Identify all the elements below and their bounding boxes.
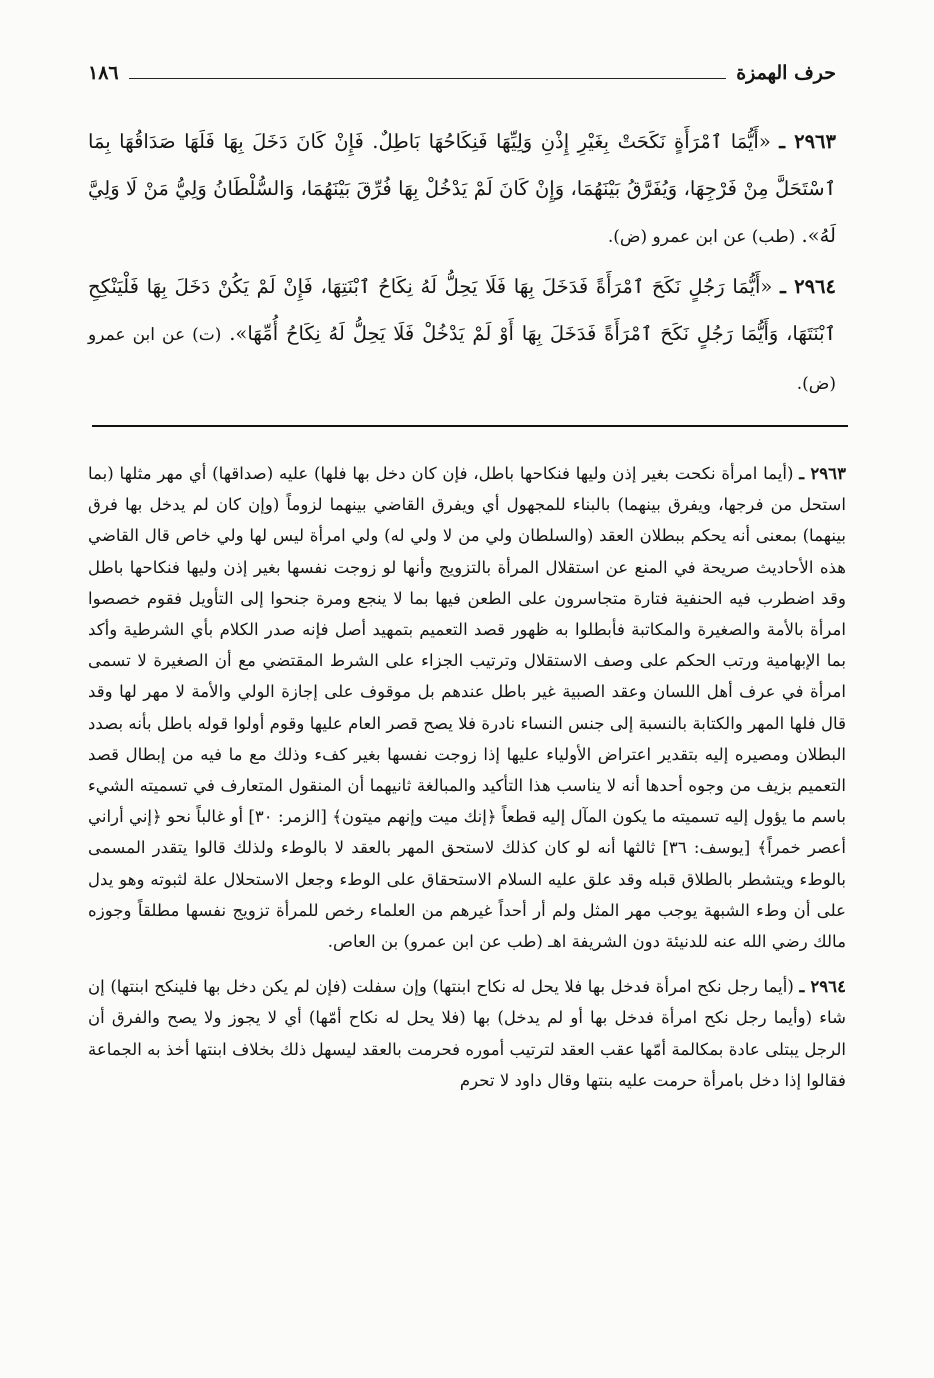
hadith-number: ٢٩٦٣ ـ xyxy=(779,130,836,153)
page-header xyxy=(88,56,836,90)
page-number: ١٨٦ xyxy=(88,62,119,84)
commentary-number: ٢٩٦٤ ـ xyxy=(799,976,846,997)
commentary-number: ٢٩٦٣ ـ xyxy=(799,463,846,483)
commentary-text: (أيما امرأة نكحت بغير إذن وليها فنكاحها باطل، فإن كان دخل بها فلها) عليه (صداقها) أي مهر مثلها (بما استحل من فرجها، ويفرق بينهما) بالبناء للمجهول أي ويفرق القاضي بينهما لزوماً (وإن كان لم يدخل بها فرق بينهما) بمعنى أنه يحكم ببطلان العقد (والسلطان ولي من لا ولي له) ولي امرأة ليس لها ولي خاص قال القاضي هذه الأحاديث صريحة في المنع عن استقلال المرأة بالتزويج وأنها لو زوجت نفسها بغير إذن وليها فنكاحها باطل وقد اضطرب فيه الحنفية فتارة متجاسرون على الطعن فيها بما لا ينجع ومرة جنحوا إلى التأويل فقوم خصصوا امرأة بالأمة والصغيرة والمكاتبة فأبطلوا به ظهور قصد التعميم بتمهيد أصل فإنه صدر الكلام بأي الشرطية وأكد بما الإبهامية ورتب الحكم على وصف الاستقلال وترتيب الجزاء على الشرط المقتضي مع أن الصغيرة لا تسمى امرأة في عرف أهل اللسان وعقد الصبية غير باطل عندهم بل موقوف على إجازة الولي والأمة لا مهر لها وقد قال فلها المهر والكتابة بالنسبة إلى جنس النساء نادرة فلا يصح قصر العام عليها وقوم أولوا قوله باطل بأنه بصدد البطلان ومصيره إليه بتقدير اعتراض الأولياء عليها إذا زوجت نفسها بغير كفء وذلك مع ما فيه من إبطال قصد التعميم بزيف من وجوه أحدها أنه لا يناسب هذا التأكيد والمبالغة ثانيهما أن المنقول المتعارف في تسميته الشيء باسم ما يؤول إليه تسميته ما يكون المآل إليه قطعاً ﴿إنك ميت وإنهم ميتون﴾ [الزمر: ٣٠] أو غالباً نحو ﴿إني أراني أعصر خمراً﴾ [يوسف: ٣٦] ثالثها أنه لو كان كذلك لاستحق المهر بالعقد لا بالوطء ولذلك قالوا يتقدر المسمى بالوطء ويتشطر بالطلاق قبله وقد علق عليه السلام الاستحقاق على الوطء وجعل الاستحلال علة لثبوته وهو يدل على أن وطء الشبهة يوجب مهر المثل ولم أر أحداً غيرهم من العلماء رخص للمرأة تزويج نفسها مطلقاً وجوزه مالك رضي الله عنه للدنيئة دون الشريفة اهـ (طب عن ابن عمرو) بن العاص. xyxy=(88,464,847,952)
commentary-text: (أيما رجل نكح امرأة فدخل بها فلا يحل له نكاح ابنتها) وإن سفلت (فإن لم يكن دخل بها فلينكح ابنتها) إن شاء (وأيما رجل نكح امرأة فدخل بها أو لم يدخل) بها (فلا يحل له نكاح أمّها) أي لا يجوز ولا يصح والفرق أن الرجل يبتلى عادة بمكالمة أمّها عقب العقد لترتيب أموره فحرمت بالعقد ليسهل ذلك بخلاف ابنتها أخذ به الجماعة فقالوا إذا دخل بامرأة حرمت عليه بنتها وقال داود لا تحرم xyxy=(88,977,846,1090)
hadith-source: (طب) عن ابن عمرو (ض). xyxy=(607,227,796,247)
commentary-paragraph xyxy=(88,458,846,957)
commentary-section xyxy=(88,458,846,1110)
commentary-paragraph xyxy=(88,971,846,1096)
hadith-section xyxy=(88,118,836,410)
hadith-text: «أَيُّمَا ٱمْرَأَةٍ نَكَحَتْ بِغَيْرِ إِذْنِ وَلِيِّهَا فَنِكَاحُهَا بَاطِلٌ. فَإِنْ كَانَ دَخَلَ بِهَا فَلَهَا صَدَاقُهَا بِمَا ٱسْتَحَلَّ مِنْ فَرْجِهَا، وَيُفَرَّقُ بَيْنَهُمَا، وَإِنْ كَانَ لَمْ يَدْخُلْ بِهَا فُرِّقَ بَيْنَهُمَا، وَالسُّلْطَانُ وَلِيُّ مَنْ لَا وَلِيَّ لَهُ». xyxy=(88,130,836,247)
hadith-entry xyxy=(88,263,836,408)
header-rule xyxy=(129,78,727,79)
chapter-title: حرف الهمزة xyxy=(736,62,836,84)
section-divider xyxy=(92,425,848,427)
hadith-number: ٢٩٦٤ ـ xyxy=(780,275,836,298)
hadith-entry xyxy=(88,118,836,261)
hadith-source: (ت) عن ابن عمرو (ض). xyxy=(88,325,836,394)
hadith-text: «أَيُّمَا رَجُلٍ نَكَحَ ٱمْرَأَةً فَدَخَلَ بِهَا فَلَا يَحِلُّ لَهُ نِكَاحُ ٱبْنَتِهَا، فَإِنْ لَمْ يَكُنْ دَخَلَ بِهَا فَلْيَنْكِحِ ٱبْنَتَهَا، وَأَيُّمَا رَجُلٍ نَكَحَ ٱمْرَأَةً فَدَخَلَ بِهَا أَوْ لَمْ يَدْخُلْ فَلَا يَحِلُّ لَهُ نِكَاحُ أُمِّهَا». xyxy=(88,275,836,345)
